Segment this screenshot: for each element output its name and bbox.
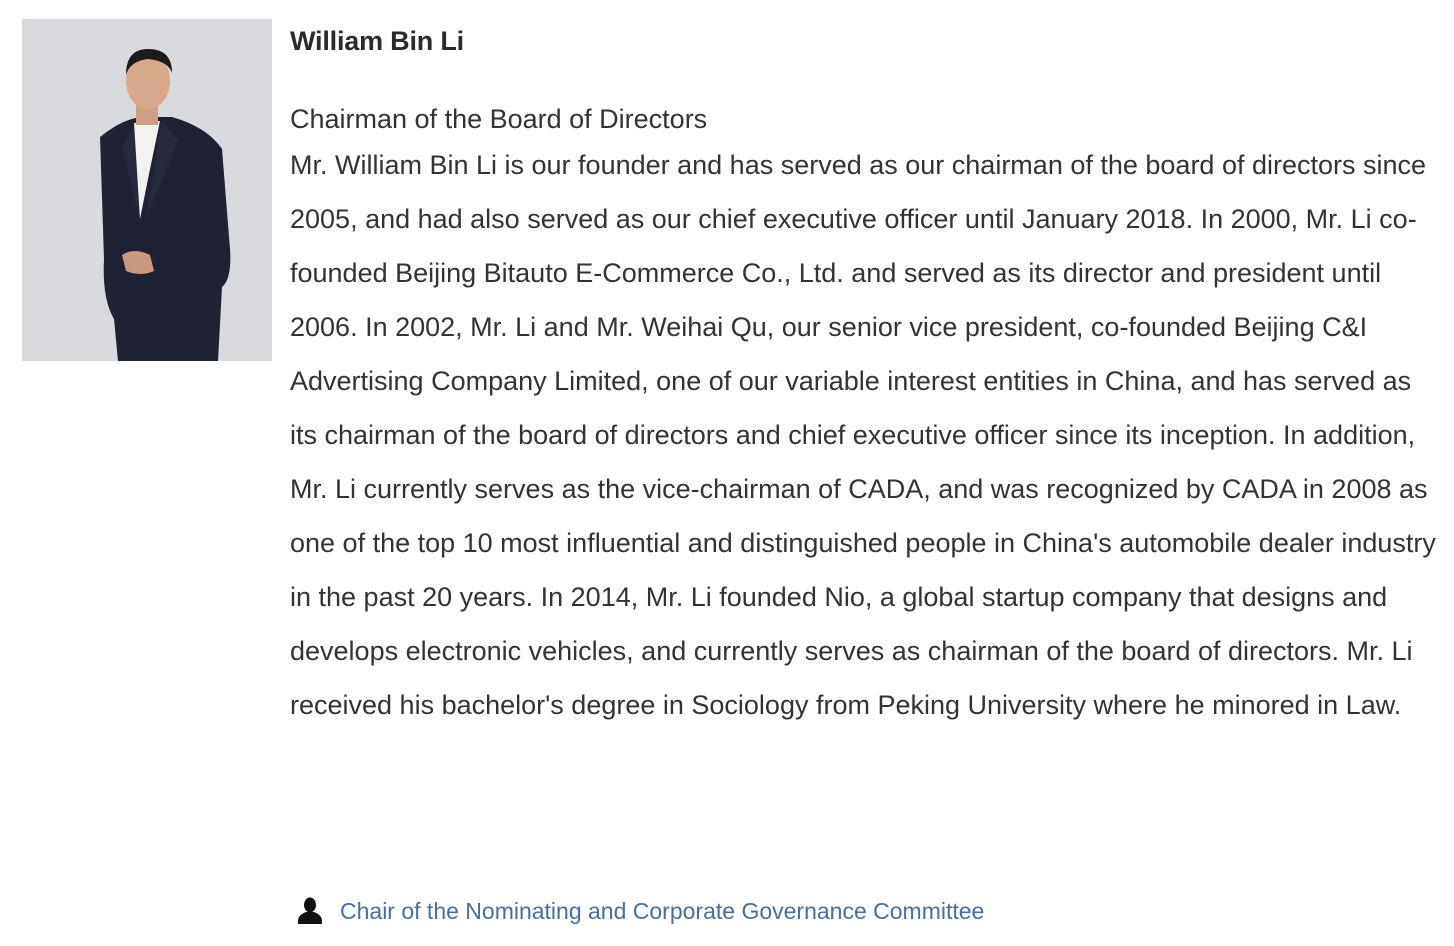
profile-photo	[22, 19, 272, 361]
person-title: Chairman of the Board of Directors	[290, 104, 708, 134]
person-icon	[297, 897, 323, 925]
committee-link[interactable]: Chair of the Nominating and Corporate Governance Committee	[340, 898, 985, 924]
portrait-image	[22, 19, 272, 361]
person-name: William Bin Li	[290, 26, 464, 56]
profile-content	[290, 22, 1440, 732]
committee-item	[297, 895, 984, 927]
person-bio: Mr. William Bin Li is our founder and has served as our chairman of the board of directors since 2005, and had also served as our chief executive officer until January 2018. In 2000, Mr. Li co-founded Beijing Bitauto E-Commerce Co., Ltd. and served as its director and president until 2006. In 2002, Mr. Li and Mr. Weihai Qu, our senior vice president, co-founded Beijing C&I Advertising Company Limited, one of our variable interest entities in China, and has served as its chairman of the board of directors and chief executive officer since its inception. In addition, Mr. Li currently serves as the vice-chairman of CADA, and was recognized by CADA in 2008 as one of the top 10 most influential and distinguished people in China's automobile dealer industry in the past 20 years. In 2014, Mr. Li founded Nio, a global startup company that designs and develops electronic vehicles, and currently serves as chairman of the board of directors. Mr. Li received his bachelor's degree in Sociology from Peking University where he minored in Law.	[290, 150, 1436, 720]
